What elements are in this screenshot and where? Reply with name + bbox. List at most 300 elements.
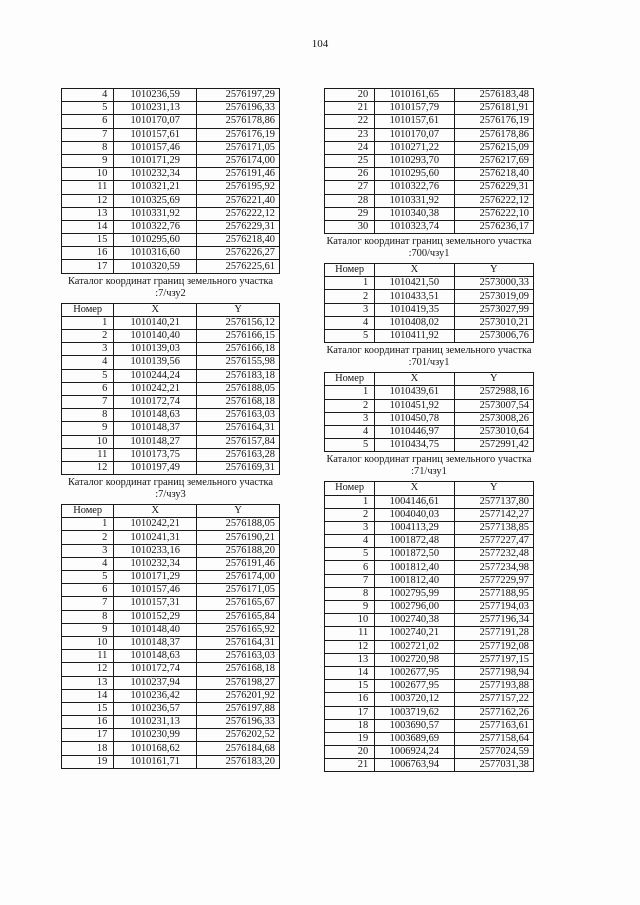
- header-y: Y: [454, 264, 533, 277]
- table-row: [325, 627, 534, 640]
- coord-y: 2576165,84: [197, 610, 280, 623]
- catalog-caption: [324, 454, 534, 478]
- coord-x: 1010232,34: [114, 168, 197, 181]
- coord-x: 1010157,31: [114, 597, 197, 610]
- coord-y: 2577227,47: [454, 535, 533, 548]
- catalog-title: Каталог координат границ земельного участка: [67, 275, 274, 287]
- coord-y: 2577031,38: [454, 759, 533, 772]
- coord-x: 1002796,00: [375, 601, 454, 614]
- coord-y: 2572988,16: [454, 386, 533, 399]
- point-number: 3: [325, 303, 375, 316]
- table-row: [62, 755, 280, 768]
- header-y: Y: [454, 373, 533, 386]
- table-row: [325, 587, 534, 600]
- coord-y: 2576198,27: [197, 676, 280, 689]
- header-x: X: [375, 373, 454, 386]
- coord-y: 2576157,84: [197, 435, 280, 448]
- coord-y: 2577191,28: [454, 627, 533, 640]
- coord-y: 2573010,64: [454, 425, 533, 438]
- coord-x: 1010331,92: [375, 194, 454, 207]
- point-number: 4: [325, 316, 375, 329]
- coord-y: 2576164,31: [197, 422, 280, 435]
- coord-y: 2577188,95: [454, 587, 533, 600]
- coord-y: 2576197,88: [197, 702, 280, 715]
- catalog-parcel-id: :7/чзу2: [155, 287, 186, 299]
- coord-y: 2576229,31: [197, 220, 280, 233]
- table-row: [62, 623, 280, 636]
- coord-x: 1002720,98: [375, 653, 454, 666]
- coord-y: 2577229,97: [454, 574, 533, 587]
- header-x: X: [114, 505, 197, 518]
- coord-y: 2576183,20: [197, 755, 280, 768]
- table-row: [62, 382, 280, 395]
- coord-x: 1001872,48: [375, 535, 454, 548]
- right-column: [324, 88, 534, 772]
- table-row: [62, 689, 280, 702]
- coord-x: 1010322,76: [375, 181, 454, 194]
- table-row: [325, 495, 534, 508]
- coord-x: 1010323,74: [375, 220, 454, 233]
- coord-x: 1010231,13: [114, 102, 197, 115]
- coord-y: 2573007,54: [454, 399, 533, 412]
- coord-x: 1010161,65: [375, 89, 454, 102]
- catalog-parcel-id: :700/чзу1: [408, 248, 450, 260]
- point-number: 14: [62, 220, 114, 233]
- coord-x: 1010148,40: [114, 623, 197, 636]
- table-row: [325, 719, 534, 732]
- coord-y: 2577163,61: [454, 719, 533, 732]
- coord-y: 2573027,99: [454, 303, 533, 316]
- coordinates-table: [324, 263, 534, 343]
- coord-y: 2573000,33: [454, 277, 533, 290]
- table-header-row: [325, 373, 534, 386]
- point-number: 13: [62, 676, 114, 689]
- coord-y: 2576163,03: [197, 650, 280, 663]
- table-row: [325, 168, 534, 181]
- coord-x: 1004146,61: [375, 495, 454, 508]
- coord-x: 1010241,31: [114, 531, 197, 544]
- point-number: 7: [62, 395, 114, 408]
- coord-x: 1003690,57: [375, 719, 454, 732]
- table-row: [62, 610, 280, 623]
- table-row: [325, 548, 534, 561]
- point-number: 19: [325, 732, 375, 745]
- catalog-title: Каталог координат границ земельного участка: [67, 477, 274, 489]
- header-number: Номер: [325, 482, 375, 495]
- point-number: 11: [62, 181, 114, 194]
- coord-y: 2577158,64: [454, 732, 533, 745]
- table-row: [62, 597, 280, 610]
- point-number: 4: [62, 356, 114, 369]
- coord-x: 1010197,49: [114, 461, 197, 474]
- point-number: 8: [325, 587, 375, 600]
- coord-y: 2573010,21: [454, 316, 533, 329]
- table-row: [62, 207, 280, 220]
- table-row: [62, 584, 280, 597]
- coord-y: 2576197,29: [197, 89, 280, 102]
- table-row: [325, 89, 534, 102]
- point-number: 27: [325, 181, 375, 194]
- table-row: [62, 729, 280, 742]
- catalog-caption: [61, 276, 280, 300]
- coord-y: 2577142,27: [454, 508, 533, 521]
- coord-x: 1004040,03: [375, 508, 454, 521]
- point-number: 30: [325, 220, 375, 233]
- coord-y: 2576174,00: [197, 154, 280, 167]
- table-row: [325, 207, 534, 220]
- point-number: 8: [62, 141, 114, 154]
- coord-x: 1010325,69: [114, 194, 197, 207]
- coord-x: 1002721,02: [375, 640, 454, 653]
- coordinates-table: [324, 481, 534, 772]
- coord-y: 2576188,05: [197, 518, 280, 531]
- coord-x: 1010152,29: [114, 610, 197, 623]
- point-number: 1: [62, 518, 114, 531]
- header-number: Номер: [325, 264, 375, 277]
- coord-x: 1010157,61: [114, 128, 197, 141]
- coord-x: 1010433,51: [375, 290, 454, 303]
- coord-y: 2576222,10: [454, 207, 533, 220]
- table-row: [325, 386, 534, 399]
- coord-x: 1010173,75: [114, 448, 197, 461]
- point-number: 3: [62, 544, 114, 557]
- coord-y: 2576163,03: [197, 409, 280, 422]
- coord-y: 2576169,31: [197, 461, 280, 474]
- coord-y: 2576188,05: [197, 382, 280, 395]
- coordinates-table: [61, 504, 280, 769]
- table-row: [325, 601, 534, 614]
- coord-x: 1010237,94: [114, 676, 197, 689]
- coord-y: 2576218,40: [197, 234, 280, 247]
- table-row: [62, 141, 280, 154]
- point-number: 7: [325, 574, 375, 587]
- coord-x: 1010171,29: [114, 154, 197, 167]
- coord-y: 2577137,80: [454, 495, 533, 508]
- coord-x: 1003689,69: [375, 732, 454, 745]
- coord-x: 1003719,62: [375, 706, 454, 719]
- table-row: [62, 676, 280, 689]
- table-row: [325, 535, 534, 548]
- coord-x: 1010148,63: [114, 409, 197, 422]
- table-row: [325, 759, 534, 772]
- coord-y: 2573006,76: [454, 330, 533, 343]
- coord-y: 2576190,21: [197, 531, 280, 544]
- table-row: [62, 716, 280, 729]
- table-row: [325, 128, 534, 141]
- point-number: 12: [62, 663, 114, 676]
- point-number: 6: [62, 115, 114, 128]
- coord-x: 1002677,95: [375, 666, 454, 679]
- table-header-row: [62, 505, 280, 518]
- coord-x: 1010168,62: [114, 742, 197, 755]
- coord-y: 2572991,42: [454, 439, 533, 452]
- coord-x: 1010231,13: [114, 716, 197, 729]
- coord-y: 2576217,69: [454, 154, 533, 167]
- coord-x: 1010170,07: [375, 128, 454, 141]
- point-number: 20: [325, 746, 375, 759]
- coordinates-table: [324, 88, 534, 234]
- coord-x: 1010408,02: [375, 316, 454, 329]
- point-number: 28: [325, 194, 375, 207]
- coord-x: 1010230,99: [114, 729, 197, 742]
- coord-y: 2577192,08: [454, 640, 533, 653]
- coord-y: 2577198,94: [454, 666, 533, 679]
- point-number: 11: [62, 650, 114, 663]
- table-row: [325, 316, 534, 329]
- coord-y: 2576165,67: [197, 597, 280, 610]
- coord-y: 2576218,40: [454, 168, 533, 181]
- coord-x: 1010171,29: [114, 571, 197, 584]
- left-column: [61, 88, 280, 769]
- point-number: 21: [325, 102, 375, 115]
- header-number: Номер: [62, 505, 114, 518]
- point-number: 18: [325, 719, 375, 732]
- point-number: 11: [62, 448, 114, 461]
- coord-y: 2576171,05: [197, 584, 280, 597]
- coord-y: 2576222,12: [197, 207, 280, 220]
- catalog-caption: [324, 345, 534, 369]
- table-row: [325, 141, 534, 154]
- point-number: 26: [325, 168, 375, 181]
- coord-y: 2576165,92: [197, 623, 280, 636]
- table-row: [62, 544, 280, 557]
- coord-x: 1004113,29: [375, 521, 454, 534]
- table-row: [325, 614, 534, 627]
- point-number: 17: [62, 260, 114, 273]
- table-row: [325, 666, 534, 679]
- coord-y: 2576174,00: [197, 571, 280, 584]
- coord-y: 2577157,22: [454, 693, 533, 706]
- table-row: [325, 194, 534, 207]
- point-number: 21: [325, 759, 375, 772]
- catalog-parcel-id: :701/чзу1: [408, 357, 450, 369]
- coord-y: 2576163,28: [197, 448, 280, 461]
- header-x: X: [375, 264, 454, 277]
- table-row: [62, 316, 280, 329]
- coord-x: 1010450,78: [375, 412, 454, 425]
- point-number: 20: [325, 89, 375, 102]
- coord-y: 2577162,26: [454, 706, 533, 719]
- table-row: [62, 663, 280, 676]
- table-row: [62, 260, 280, 273]
- header-y: Y: [197, 303, 280, 316]
- coord-y: 2577193,88: [454, 680, 533, 693]
- point-number: 9: [62, 422, 114, 435]
- point-number: 3: [62, 343, 114, 356]
- point-number: 15: [62, 702, 114, 715]
- coord-x: 1010140,40: [114, 330, 197, 343]
- coord-x: 1010322,76: [114, 220, 197, 233]
- table-row: [62, 531, 280, 544]
- table-row: [62, 461, 280, 474]
- table-row: [325, 521, 534, 534]
- coord-x: 1010161,71: [114, 755, 197, 768]
- point-number: 19: [62, 755, 114, 768]
- coord-y: 2576201,92: [197, 689, 280, 702]
- table-row: [62, 422, 280, 435]
- point-number: 17: [62, 729, 114, 742]
- coord-x: 1010242,21: [114, 382, 197, 395]
- table-row: [325, 732, 534, 745]
- header-x: X: [375, 482, 454, 495]
- coordinates-table: [61, 88, 280, 274]
- point-number: 2: [325, 508, 375, 521]
- point-number: 9: [62, 623, 114, 636]
- table-row: [325, 399, 534, 412]
- table-row: [62, 395, 280, 408]
- table-row: [62, 409, 280, 422]
- table-row: [62, 702, 280, 715]
- coord-x: 1010236,42: [114, 689, 197, 702]
- table-row: [62, 247, 280, 260]
- point-number: 4: [325, 425, 375, 438]
- coord-y: 2576215,09: [454, 141, 533, 154]
- table-row: [62, 194, 280, 207]
- coord-y: 2573019,09: [454, 290, 533, 303]
- coord-y: 2576202,52: [197, 729, 280, 742]
- point-number: 8: [62, 610, 114, 623]
- coord-x: 1010148,63: [114, 650, 197, 663]
- point-number: 2: [325, 290, 375, 303]
- point-number: 3: [325, 412, 375, 425]
- table-row: [325, 277, 534, 290]
- coord-x: 1010340,38: [375, 207, 454, 220]
- point-number: 6: [325, 561, 375, 574]
- coord-y: 2576222,12: [454, 194, 533, 207]
- coord-y: 2576188,20: [197, 544, 280, 557]
- coord-y: 2577197,15: [454, 653, 533, 666]
- table-row: [325, 693, 534, 706]
- coord-y: 2577024,59: [454, 746, 533, 759]
- coord-y: 2576229,31: [454, 181, 533, 194]
- coord-x: 1002740,21: [375, 627, 454, 640]
- catalog-caption: [61, 477, 280, 501]
- point-number: 13: [325, 653, 375, 666]
- table-row: [325, 561, 534, 574]
- coord-y: 2577196,34: [454, 614, 533, 627]
- table-row: [62, 343, 280, 356]
- coord-x: 1010157,46: [114, 584, 197, 597]
- point-number: 9: [325, 601, 375, 614]
- point-number: 1: [325, 495, 375, 508]
- table-row: [325, 746, 534, 759]
- point-number: 16: [62, 716, 114, 729]
- table-row: [325, 181, 534, 194]
- point-number: 10: [62, 636, 114, 649]
- table-row: [325, 290, 534, 303]
- coord-y: 2576191,46: [197, 168, 280, 181]
- coord-x: 1010157,46: [114, 141, 197, 154]
- catalog-title: Каталог координат границ земельного участка: [326, 345, 532, 357]
- coord-x: 1002740,38: [375, 614, 454, 627]
- coord-y: 2576226,27: [197, 247, 280, 260]
- point-number: 22: [325, 115, 375, 128]
- coord-x: 1002677,95: [375, 680, 454, 693]
- point-number: 7: [62, 597, 114, 610]
- coord-x: 1010157,61: [375, 115, 454, 128]
- coord-y: 2576196,33: [197, 102, 280, 115]
- point-number: 9: [62, 154, 114, 167]
- table-row: [62, 356, 280, 369]
- point-number: 25: [325, 154, 375, 167]
- coord-x: 1010331,92: [114, 207, 197, 220]
- coord-x: 1010233,16: [114, 544, 197, 557]
- coord-x: 1010242,21: [114, 518, 197, 531]
- table-row: [62, 369, 280, 382]
- table-header-row: [62, 303, 280, 316]
- coord-x: 1010157,79: [375, 102, 454, 115]
- point-number: 18: [62, 742, 114, 755]
- point-number: 4: [325, 535, 375, 548]
- table-row: [62, 330, 280, 343]
- point-number: 7: [62, 128, 114, 141]
- coord-x: 1010232,34: [114, 557, 197, 570]
- coord-x: 1010236,59: [114, 89, 197, 102]
- table-row: [62, 89, 280, 102]
- coord-x: 1010316,60: [114, 247, 197, 260]
- coordinates-table: [61, 303, 280, 475]
- coord-x: 1010271,22: [375, 141, 454, 154]
- table-row: [62, 234, 280, 247]
- coord-x: 1010236,57: [114, 702, 197, 715]
- table-row: [325, 439, 534, 452]
- header-x: X: [114, 303, 197, 316]
- point-number: 17: [325, 706, 375, 719]
- table-row: [325, 412, 534, 425]
- point-number: 24: [325, 141, 375, 154]
- coord-x: 1010451,92: [375, 399, 454, 412]
- coord-y: 2576225,61: [197, 260, 280, 273]
- catalog-parcel-id: :7/чзу3: [155, 489, 186, 501]
- coord-y: 2576236,17: [454, 220, 533, 233]
- coord-x: 1010419,35: [375, 303, 454, 316]
- point-number: 5: [62, 102, 114, 115]
- coord-x: 1010140,21: [114, 316, 197, 329]
- catalog-title: Каталог координат границ земельного участка: [326, 454, 532, 466]
- header-y: Y: [197, 505, 280, 518]
- coord-y: 2576168,18: [197, 663, 280, 676]
- point-number: 16: [62, 247, 114, 260]
- table-row: [325, 425, 534, 438]
- catalog-parcel-id: :71/чзу1: [411, 466, 447, 478]
- point-number: 6: [62, 382, 114, 395]
- coord-x: 1010293,70: [375, 154, 454, 167]
- header-number: Номер: [62, 303, 114, 316]
- coord-y: 2576191,46: [197, 557, 280, 570]
- point-number: 29: [325, 207, 375, 220]
- coord-y: 2576166,15: [197, 330, 280, 343]
- coord-y: 2576168,18: [197, 395, 280, 408]
- coord-x: 1010148,27: [114, 435, 197, 448]
- coord-y: 2577234,98: [454, 561, 533, 574]
- table-row: [62, 128, 280, 141]
- point-number: 12: [62, 194, 114, 207]
- point-number: 12: [62, 461, 114, 474]
- coord-x: 1010172,74: [114, 395, 197, 408]
- coord-x: 1010446,97: [375, 425, 454, 438]
- table-row: [325, 220, 534, 233]
- coord-x: 1001872,50: [375, 548, 454, 561]
- point-number: 16: [325, 693, 375, 706]
- point-number: 14: [62, 689, 114, 702]
- coord-y: 2576221,40: [197, 194, 280, 207]
- table-row: [62, 448, 280, 461]
- coord-y: 2577138,85: [454, 521, 533, 534]
- coord-y: 2576195,92: [197, 181, 280, 194]
- coord-x: 1010244,24: [114, 369, 197, 382]
- point-number: 13: [62, 207, 114, 220]
- point-number: 5: [62, 571, 114, 584]
